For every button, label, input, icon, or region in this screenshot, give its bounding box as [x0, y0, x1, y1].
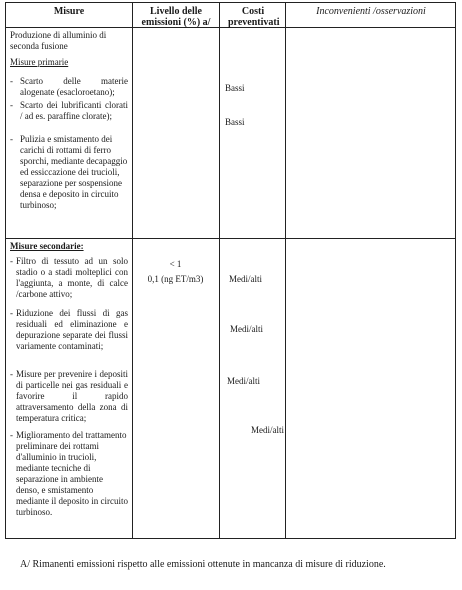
- primary-item-2: Scarto dei lubrificanti clorati / ad es. paraffine clorate);: [20, 100, 128, 121]
- primary-item-1-cost: Bassi: [225, 83, 245, 93]
- secondary-item-4: Miglioramento del trattamento preliminare dei rottami d'alluminio in trucioli, mediante tecniche di separazione in ambiente denso, e smistamento mediante il deposito in circuito turbinoso.: [16, 430, 128, 517]
- bullet-dash: -: [10, 256, 13, 266]
- bullet-dash: -: [10, 308, 13, 318]
- secondary-item-4-cost: Medi/alti: [251, 425, 284, 435]
- footnote: A/ Rimanenti emissioni rispetto alle emissioni ottenute in mancanza di misure di riduzione.: [20, 559, 386, 570]
- section-divider: [6, 238, 455, 239]
- primary-intro: Produzione di alluminio di seconda fusione: [10, 30, 107, 51]
- primary-item-3: Pulizia e smistamento dei carichi di rottami di ferro sporchi, mediante decapaggio ed essiccazione dei trucioli, separazione per sospensione densa e deposito in circuito turbinoso;: [20, 134, 128, 210]
- header-drawbacks: Inconvenienti /osservazioni: [316, 6, 426, 17]
- primary-item-1: Scarto delle materie alogenate (esacloroetano);: [20, 76, 128, 97]
- secondary-item-2-cost: Medi/alti: [230, 324, 263, 334]
- bullet-dash: -: [10, 134, 13, 144]
- primary-item-2-cost: Bassi: [225, 117, 245, 127]
- secondary-item-1-cost: Medi/alti: [229, 274, 262, 284]
- secondary-item-2: Riduzione dei flussi di gas residuali ed eliminazione e depurazione separate dei flussi variamente contaminati;: [16, 308, 128, 351]
- column-divider: [132, 3, 133, 538]
- measures-table: [5, 2, 456, 539]
- column-divider: [219, 3, 220, 538]
- header-costs: Costi preventivati: [228, 6, 280, 28]
- secondary-item-3-cost: Medi/alti: [227, 376, 260, 386]
- secondary-heading: Misure secondarie:: [10, 241, 84, 251]
- bullet-dash: -: [10, 369, 13, 379]
- header-emission-level: Livello delle emissioni (%) a/: [141, 6, 211, 28]
- secondary-item-3: Misure per prevenire i depositi di particelle nei gas residuali e favorire il rapido attraversamento della zona di temperatura critica;: [16, 369, 128, 423]
- secondary-item-1-level: < 1: [169, 259, 182, 269]
- header-measures: Misure: [53, 6, 85, 17]
- primary-heading: Misure primarie: [10, 57, 69, 67]
- column-divider: [285, 3, 286, 538]
- bullet-dash: -: [10, 76, 13, 86]
- bullet-dash: -: [10, 430, 13, 440]
- secondary-item-1-level-ng: 0,1 (ng ET/m3): [147, 274, 204, 284]
- bullet-dash: -: [10, 100, 13, 110]
- secondary-item-1: Filtro di tessuto ad un solo stadio o a stadi molteplici con l'aggiunta, a monte, di calce /carbone attivo;: [16, 256, 128, 299]
